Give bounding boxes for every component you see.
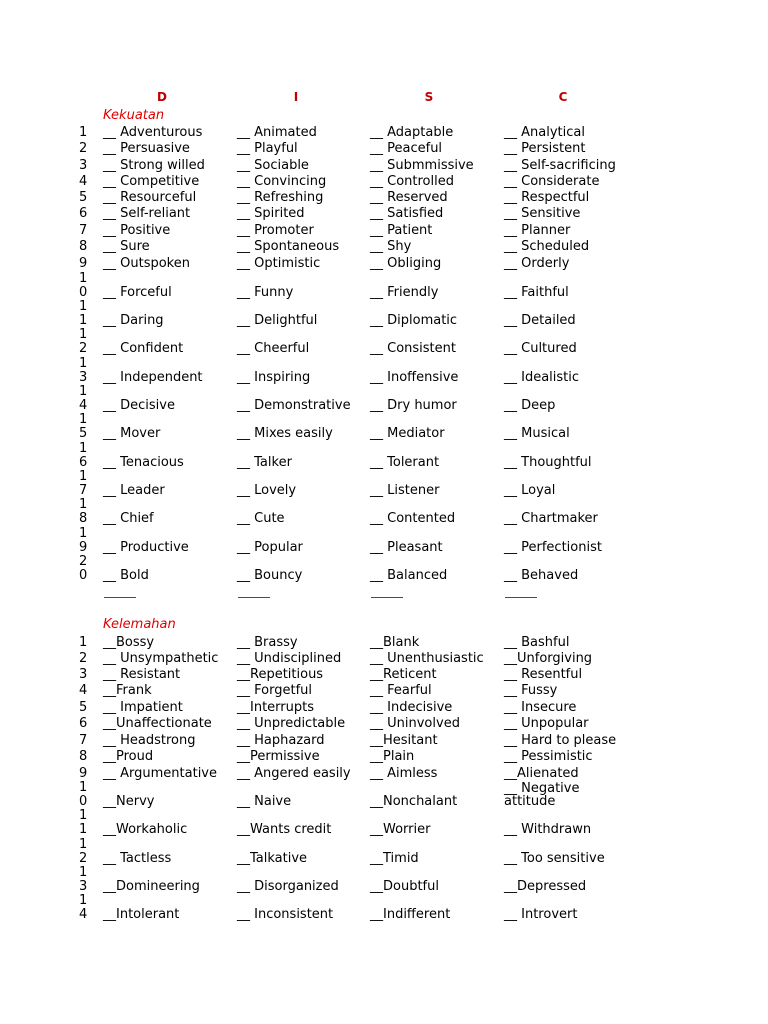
trait-item-s[interactable]: __Plain [370,749,415,764]
trait-item-c[interactable]: __ Hard to please [504,733,617,748]
worksheet-row [0,700,768,716]
trait-item-c[interactable]: __ Resentful [504,667,583,682]
trait-item-c[interactable]: __ Musical [504,426,570,441]
worksheet-row [0,223,768,239]
trait-item-d[interactable]: __ Resourceful [103,190,197,205]
trait-item-d[interactable]: __ Productive [103,540,189,555]
row-number: 2 [79,141,88,156]
trait-item-d[interactable]: __Nervy [103,794,155,809]
trait-item-s[interactable]: __ Inoffensive [370,370,459,385]
trait-item-i[interactable]: __Wants credit [237,822,332,837]
header-i: I [293,90,299,104]
trait-item-d[interactable]: __ Resistant [103,667,181,682]
row-number-tens: 1 [79,780,88,795]
trait-item-d[interactable]: __ Persuasive [103,141,190,156]
trait-item-d[interactable]: __ Impatient [103,700,183,715]
trait-item-c[interactable]: __ Negative [504,781,580,796]
trait-item-c[interactable]: __Depressed [504,879,587,894]
trait-item-c[interactable]: __ Pessimistic [504,749,593,764]
row-number: 4 [79,683,88,698]
row-number: 5 [79,190,88,205]
trait-item-s[interactable]: __Hesitant [370,733,438,748]
trait-item-d[interactable]: __ Unsympathetic [103,651,219,666]
trait-item-i[interactable]: __ Spirited [237,206,305,221]
row-number: 4 [79,174,88,189]
trait-item-c[interactable]: __ Bashful [504,635,570,650]
trait-item-c[interactable]: __ Perfectionist [504,540,602,555]
trait-item-d[interactable]: __ Headstrong [103,733,196,748]
trait-item-s[interactable]: __ Dry humor [370,398,457,413]
trait-item-c[interactable]: __Alienated [504,766,579,781]
trait-item-s[interactable]: __ Diplomatic [370,313,458,328]
row-number-tens: 1 [79,497,88,512]
trait-item-i[interactable]: __ Lovely [237,483,297,498]
worksheet-row [0,239,768,255]
trait-item-c[interactable]: __ Idealistic [504,370,580,385]
row-number: 1 [79,635,88,650]
row-number-tens: 1 [79,526,88,541]
trait-item-c[interactable]: __ Cultured [504,341,577,356]
trait-item-i[interactable]: __ Sociable [237,158,309,173]
trait-item-d[interactable]: __ Adventurous [103,125,203,140]
worksheet-row [0,907,768,923]
row-number-tens: 1 [79,412,88,427]
trait-item-i[interactable]: __ Refreshing [237,190,324,205]
trait-item-i[interactable]: __ Delightful [237,313,318,328]
row-number: 0 [79,285,88,300]
trait-item-s[interactable]: __ Controlled [370,174,454,189]
trait-item-d[interactable]: __ Independent [103,370,203,385]
trait-item-d[interactable]: __ Argumentative [103,766,217,781]
trait-item-s[interactable]: __Nonchalant [370,794,458,809]
worksheet-row [0,766,768,782]
row-number-tens: 2 [79,554,88,569]
trait-item-i[interactable]: __Interrupts [237,700,314,715]
trait-item-i[interactable]: __ Animated [237,125,317,140]
tally-line-d [104,597,136,598]
trait-item-i[interactable]: __Permissive [237,749,320,764]
row-number-tens: 1 [79,356,88,371]
worksheet-row [0,683,768,699]
row-number: 6 [79,455,88,470]
trait-item-d[interactable]: __ Self-reliant [103,206,191,221]
row-number: 4 [79,398,88,413]
worksheet-row [0,651,768,667]
trait-item-c[interactable]: __ Faithful [504,285,569,300]
row-number: 6 [79,716,88,731]
trait-item-c[interactable]: __ Planner [504,223,571,238]
trait-item-c[interactable]: __ Too sensitive [504,851,605,866]
trait-item-s[interactable]: __Reticent [370,667,437,682]
worksheet-row [0,455,768,471]
trait-item-i[interactable]: __ Cheerful [237,341,310,356]
trait-item-s[interactable]: __Indifferent [370,907,451,922]
trait-item-c[interactable]: __ Analytical [504,125,585,140]
worksheet-row [0,540,768,556]
trait-item-c[interactable]: __ Scheduled [504,239,590,254]
trait-item-i[interactable]: __ Popular [237,540,303,555]
trait-item-i[interactable]: __ Inspiring [237,370,311,385]
row-number: 8 [79,749,88,764]
row-number: 0 [79,568,88,583]
trait-item-s[interactable]: __ Contented [370,511,456,526]
row-number-tens: 1 [79,271,88,286]
trait-item-i[interactable]: __ Disorganized [237,879,339,894]
row-number: 3 [79,370,88,385]
trait-item-c[interactable]: __ Unpopular [504,716,589,731]
trait-item-d[interactable]: __ Strong willed [103,158,205,173]
trait-item-i[interactable]: __ Bouncy [237,568,303,583]
header-c: C [558,90,568,104]
worksheet-row [0,125,768,141]
trait-item-i[interactable]: __ Demonstrative [237,398,351,413]
trait-item-c[interactable]: __ Considerate [504,174,600,189]
worksheet-row [0,158,768,174]
trait-item-i[interactable]: __Talkative [237,851,308,866]
trait-item-s[interactable]: __ Friendly [370,285,439,300]
worksheet-row [0,206,768,222]
row-number: 2 [79,341,88,356]
trait-item-d[interactable]: __ Decisive [103,398,175,413]
worksheet-row [0,733,768,749]
row-number: 1 [79,125,88,140]
row-number: 4 [79,907,88,922]
worksheet-row [0,749,768,765]
trait-item-i[interactable]: __ Optimistic [237,256,321,271]
trait-item-d[interactable]: __ Bold [103,568,149,583]
trait-item-d[interactable]: __Workaholic [103,822,188,837]
trait-item-d[interactable]: __ Chief [103,511,154,526]
row-number-tens: 1 [79,441,88,456]
worksheet-row [0,794,768,810]
trait-item-c[interactable]: __ Persistent [504,141,586,156]
trait-item-d[interactable]: __Frank [103,683,152,698]
row-number: 6 [79,206,88,221]
worksheet-row [0,370,768,386]
worksheet-row [0,174,768,190]
row-number: 7 [79,483,88,498]
row-number-tens: 1 [79,469,88,484]
row-number: 9 [79,540,88,555]
trait-item-s[interactable]: __ Satisfied [370,206,444,221]
trait-item-s[interactable]: __ Uninvolved [370,716,460,731]
row-number: 0 [79,794,88,809]
trait-item-c[interactable]: __ Loyal [504,483,556,498]
worksheet-row [0,879,768,895]
trait-item-s[interactable]: __ Unenthusiastic [370,651,484,666]
trait-item-s[interactable]: __Worrier [370,822,431,837]
row-number: 8 [79,511,88,526]
trait-item-d[interactable]: __Intolerant [103,907,180,922]
worksheet-row [0,190,768,206]
trait-item-d[interactable]: __Proud [103,749,154,764]
trait-item-s[interactable]: __ Consistent [370,341,456,356]
trait-item-d[interactable]: __ Tenacious [103,455,184,470]
header-d: D [157,90,167,104]
trait-item-i[interactable]: __ Funny [237,285,294,300]
worksheet-row [0,141,768,157]
row-number: 2 [79,851,88,866]
worksheet-row [0,635,768,651]
worksheet-row [0,256,768,272]
trait-item-d[interactable]: __ Leader [103,483,165,498]
row-number-tens: 1 [79,893,88,908]
trait-item-c[interactable]: __ Introvert [504,907,578,922]
row-number: 9 [79,256,88,271]
trait-item-i[interactable]: __ Playful [237,141,298,156]
trait-item-d[interactable]: __ Daring [103,313,164,328]
row-number-tens: 1 [79,327,88,342]
worksheet-row [0,426,768,442]
trait-item-i[interactable]: __ Promoter [237,223,314,238]
row-number-tens: 1 [79,808,88,823]
trait-item-s[interactable]: __ Indecisive [370,700,453,715]
section-title-kekuatan: Kekuatan [103,108,165,123]
trait-item-s[interactable]: __ Shy [370,239,412,254]
row-number: 2 [79,651,88,666]
trait-item-i[interactable]: __Repetitious [237,667,324,682]
trait-item-d[interactable]: __Bossy [103,635,155,650]
trait-item-i[interactable]: __ Haphazard [237,733,325,748]
trait-item-d[interactable]: __ Competitive [103,174,200,189]
row-number: 8 [79,239,88,254]
worksheet-row [0,568,768,584]
trait-item-d[interactable]: __ Outspoken [103,256,190,271]
trait-item-i[interactable]: __ Inconsistent [237,907,334,922]
trait-item-i[interactable]: __ Mixes easily [237,426,333,441]
trait-item-c[interactable]: __ Orderly [504,256,570,271]
trait-item-d[interactable]: __Domineering [103,879,200,894]
row-number: 7 [79,223,88,238]
trait-item-c[interactable]: __ Respectful [504,190,590,205]
trait-item-d[interactable]: __ Sure [103,239,150,254]
worksheet-row [0,716,768,732]
worksheet-row [0,341,768,357]
worksheet-row [0,313,768,329]
trait-item-i[interactable]: __ Naive [237,794,292,809]
trait-item-s[interactable]: __ Tolerant [370,455,440,470]
row-number: 1 [79,822,88,837]
tally-line-c [505,597,537,598]
trait-item-s[interactable]: __ Fearful [370,683,432,698]
trait-item-s[interactable]: __ Listener [370,483,440,498]
trait-item-s[interactable]: __Blank [370,635,420,650]
header-s: S [424,90,434,104]
trait-item-i[interactable]: __ Cute [237,511,285,526]
worksheet-row [0,398,768,414]
trait-item-s[interactable]: __ Aimless [370,766,438,781]
tally-line-i [238,597,270,598]
trait-item-d[interactable]: __Unaffectionate [103,716,212,731]
trait-item-c[interactable]: __ Thoughtful [504,455,592,470]
trait-item-c[interactable]: __ Detailed [504,313,576,328]
row-number: 7 [79,733,88,748]
trait-item-s[interactable]: __ Pleasant [370,540,443,555]
worksheet-row [0,285,768,301]
trait-item-s[interactable]: __ Peaceful [370,141,443,156]
trait-item-i[interactable]: __ Brassy [237,635,298,650]
worksheet-row [0,483,768,499]
trait-item-i[interactable]: __ Convincing [237,174,327,189]
trait-item-i[interactable]: __ Talker [237,455,292,470]
trait-item-c[interactable]: __ Fussy [504,683,558,698]
trait-item-d[interactable]: __ Positive [103,223,171,238]
trait-item-c[interactable]: __ Behaved [504,568,579,583]
trait-item-d[interactable]: __ Forceful [103,285,172,300]
trait-item-c-continued: attitude [504,794,556,809]
trait-item-c[interactable]: __ Self-sacrificing [504,158,616,173]
worksheet-row [0,667,768,683]
worksheet-row [0,822,768,838]
trait-item-s[interactable]: __ Reserved [370,190,448,205]
tally-line-s [371,597,403,598]
row-number: 3 [79,667,88,682]
trait-item-c[interactable]: __Unforgiving [504,651,593,666]
trait-item-i[interactable]: __ Spontaneous [237,239,340,254]
worksheet-row [0,511,768,527]
trait-item-i[interactable]: __ Angered easily [237,766,351,781]
trait-item-c[interactable]: __ Chartmaker [504,511,598,526]
row-number: 9 [79,766,88,781]
trait-item-d[interactable]: __ Confident [103,341,184,356]
row-number-tens: 1 [79,299,88,314]
row-number-tens: 1 [79,384,88,399]
trait-item-s[interactable]: __Doubtful [370,879,439,894]
section-title-kelemahan: Kelemahan [103,617,176,632]
row-number: 5 [79,700,88,715]
worksheet-row [0,851,768,867]
trait-item-s[interactable]: __Timid [370,851,419,866]
trait-item-c[interactable]: __ Insecure [504,700,577,715]
trait-item-c[interactable]: __ Deep [504,398,556,413]
trait-item-s[interactable]: __ Mediator [370,426,445,441]
trait-item-s[interactable]: __ Adaptable [370,125,454,140]
row-number-tens: 1 [79,865,88,880]
trait-item-d[interactable]: __ Mover [103,426,161,441]
trait-item-s[interactable]: __ Balanced [370,568,448,583]
row-number-tens: 1 [79,837,88,852]
trait-item-s[interactable]: __ Submmissive [370,158,474,173]
trait-item-s[interactable]: __ Obliging [370,256,442,271]
trait-item-c[interactable]: __ Sensitive [504,206,581,221]
trait-item-c[interactable]: __ Withdrawn [504,822,592,837]
row-number: 3 [79,158,88,173]
row-number: 3 [79,879,88,894]
trait-item-i[interactable]: __ Undisciplined [237,651,342,666]
trait-item-d[interactable]: __ Tactless [103,851,172,866]
trait-item-i[interactable]: __ Forgetful [237,683,312,698]
trait-item-i[interactable]: __ Unpredictable [237,716,346,731]
row-number: 5 [79,426,88,441]
row-number: 1 [79,313,88,328]
trait-item-s[interactable]: __ Patient [370,223,433,238]
